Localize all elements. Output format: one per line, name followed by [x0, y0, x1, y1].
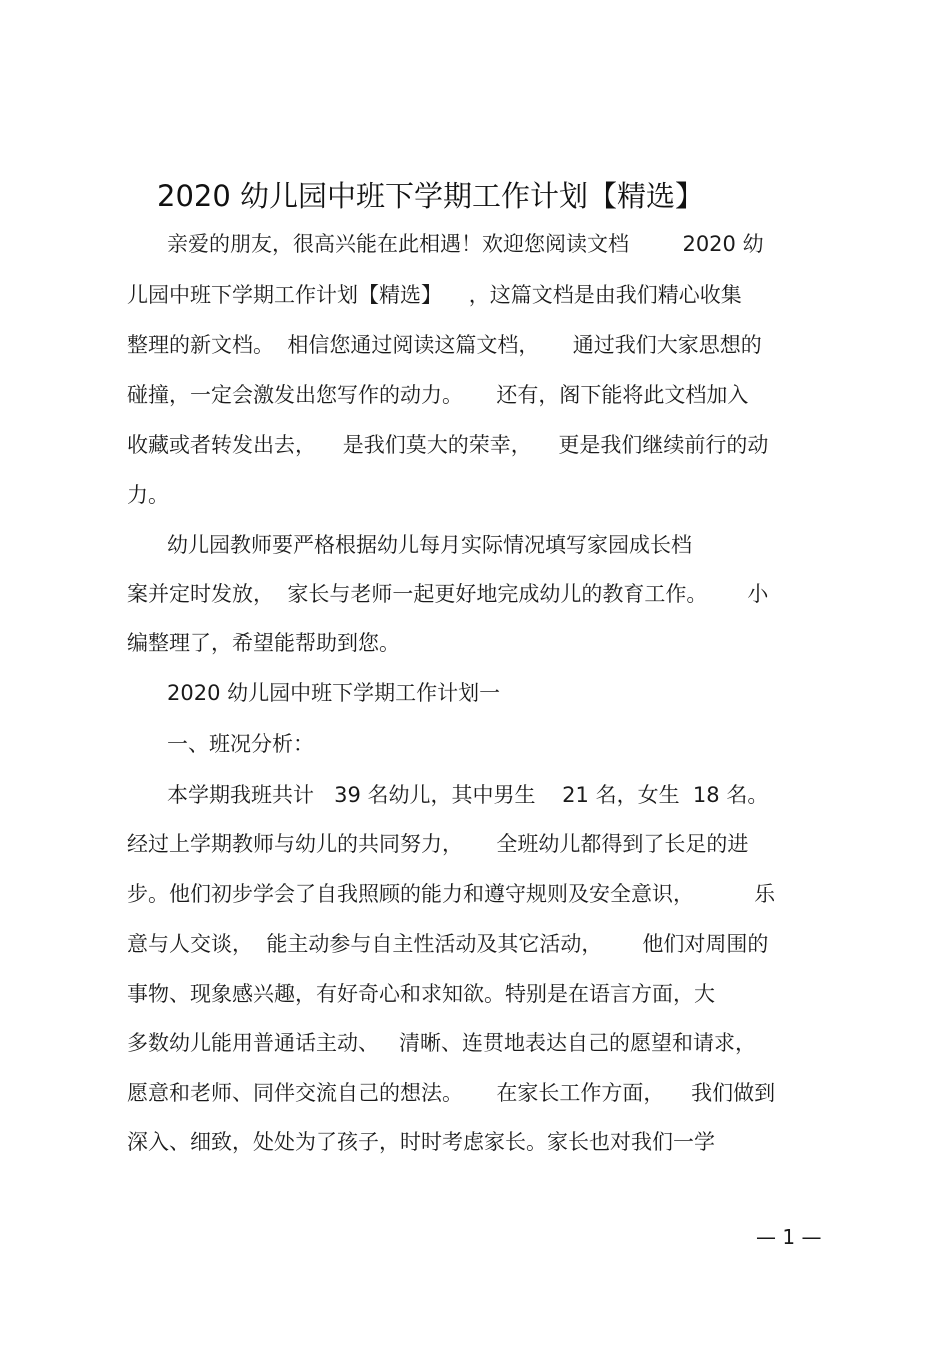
- body-line: 编整理了，希望能帮助到您。: [127, 631, 400, 655]
- body-line: 步。他们初步学会了自我照顾的能力和遵守规则及安全意识， 乐: [127, 882, 776, 906]
- document-title: 2020 幼儿园中班下学期工作计划【精选】: [157, 179, 705, 213]
- body-line: 意与人交谈， 能主动参与自主性活动及其它活动， 他们对周围的: [127, 932, 769, 956]
- body-line: 多数幼儿能用普通话主动、 清晰、连贯地表达自己的愿望和请求，: [127, 1031, 757, 1055]
- body-line: 经过上学期教师与幼儿的共同努力， 全班幼儿都得到了长足的进: [127, 832, 749, 856]
- body-line: 碰撞，一定会激发出您写作的动力。 还有，阁下能将此文档加入: [127, 383, 749, 407]
- body-line: 力。: [127, 483, 169, 507]
- section-heading: 2020 幼儿园中班下学期工作计划一: [127, 681, 501, 705]
- body-line: 本学期我班共计 39 名幼儿，其中男生 21 名，女生 18 名。: [127, 783, 769, 807]
- body-line: 事物、现象感兴趣，有好奇心和求知欲。特别是在语言方面，大: [127, 982, 715, 1006]
- page-number: — 1 —: [756, 1225, 822, 1249]
- body-line: 深入、细致，处处为了孩子，时时考虑家长。家长也对我们一学: [127, 1130, 715, 1154]
- body-line: 整理的新文档。 相信您通过阅读这篇文档， 通过我们大家思想的: [127, 333, 762, 357]
- body-line: 收藏或者转发出去， 是我们莫大的荣幸， 更是我们继续前行的动: [127, 433, 769, 457]
- body-line: 愿意和老师、同伴交流自己的想法。 在家长工作方面， 我们做到: [127, 1081, 776, 1105]
- section-subheading: 一、班况分析：: [127, 732, 315, 756]
- body-line: 幼儿园教师要严格根据幼儿每月实际情况填写家园成长档: [127, 533, 693, 557]
- body-line: 亲爱的朋友，很高兴能在此相遇！欢迎您阅读文档 2020 幼: [127, 232, 764, 256]
- body-line: 案并定时发放， 家长与老师一起更好地完成幼儿的教育工作。 小: [127, 582, 769, 606]
- body-line: 儿园中班下学期工作计划【精选】 ，这篇文档是由我们精心收集: [127, 283, 742, 307]
